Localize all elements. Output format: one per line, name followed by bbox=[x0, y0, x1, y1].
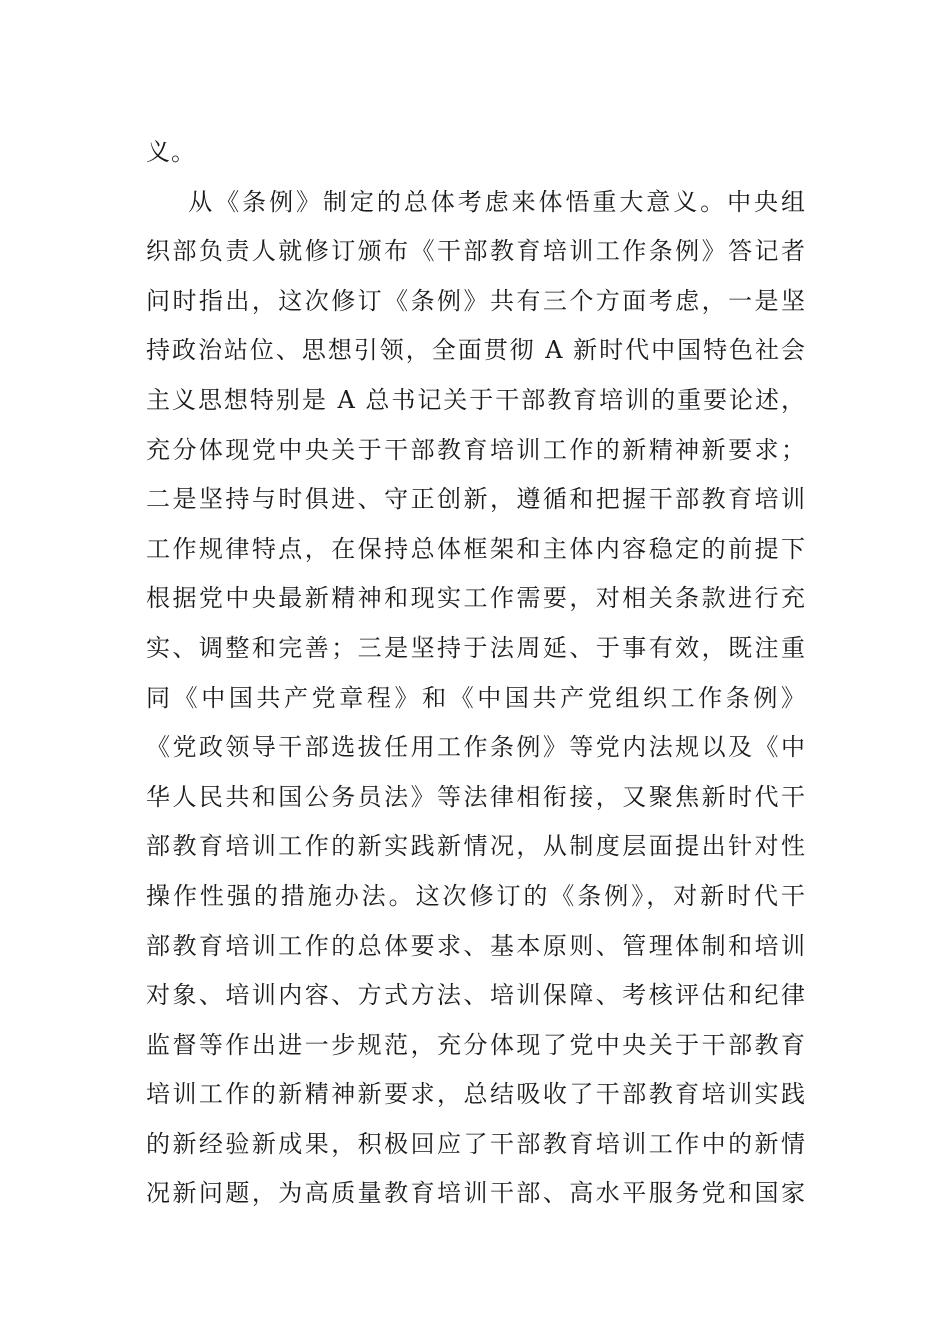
text-line: 华人民共和国公务员法》等法律相衔接，又聚焦新时代干 bbox=[146, 782, 806, 811]
text-line: 同《中国共产党章程》和《中国共产党组织工作条例》 bbox=[146, 683, 806, 712]
text-line: 充分体现党中央关于干部教育培训工作的新精神新要求； bbox=[146, 435, 806, 464]
text-line: 工作规律特点，在保持总体框架和主体内容稳定的前提下 bbox=[146, 534, 806, 563]
text-line: 织部负责人就修订颁布《干部教育培训工作条例》答记者 bbox=[146, 237, 806, 266]
text-line: 的新经验新成果，积极回应了干部教育培训工作中的新情 bbox=[146, 1129, 806, 1158]
text-line: 义。 bbox=[146, 138, 196, 166]
text-line: 根据党中央最新精神和现实工作需要，对相关条款进行充 bbox=[146, 584, 806, 613]
text-line: 对象、培训内容、方式方法、培训保障、考核评估和纪律 bbox=[146, 981, 806, 1010]
text-line: 况新问题，为高质量教育培训干部、高水平服务党和国家 bbox=[146, 1179, 806, 1208]
text-line: 部教育培训工作的总体要求、基本原则、管理体制和培训 bbox=[146, 931, 806, 960]
text-line: 操作性强的措施办法。这次修订的《条例》，对新时代干 bbox=[146, 881, 806, 910]
text-line: 《党政领导干部选拔任用工作条例》等党内法规以及《中 bbox=[146, 733, 806, 762]
body-text bbox=[146, 128, 806, 1219]
text-line: 实、调整和完善；三是坚持于法周延、于事有效，既注重 bbox=[146, 633, 806, 662]
paragraph-first-line: 从《条例》制定的总体考虑来体悟重大意义。中央组 bbox=[146, 187, 806, 216]
text-line: 问时指出，这次修订《条例》共有三个方面考虑，一是坚 bbox=[146, 286, 806, 315]
text-line: 培训工作的新精神新要求，总结吸收了干部教育培训实践 bbox=[146, 1080, 806, 1109]
text-line: 持政治站位、思想引领，全面贯彻 A 新时代中国特色社会 bbox=[146, 336, 806, 365]
text-line: 监督等作出进一步规范，充分体现了党中央关于干部教育 bbox=[146, 1030, 806, 1059]
text-line: 部教育培训工作的新实践新情况，从制度层面提出针对性 bbox=[146, 832, 806, 861]
text-line: 二是坚持与时俱进、守正创新，遵循和把握干部教育培训 bbox=[146, 485, 806, 514]
text-line: 主义思想特别是 A 总书记关于干部教育培训的重要论述， bbox=[146, 385, 806, 414]
